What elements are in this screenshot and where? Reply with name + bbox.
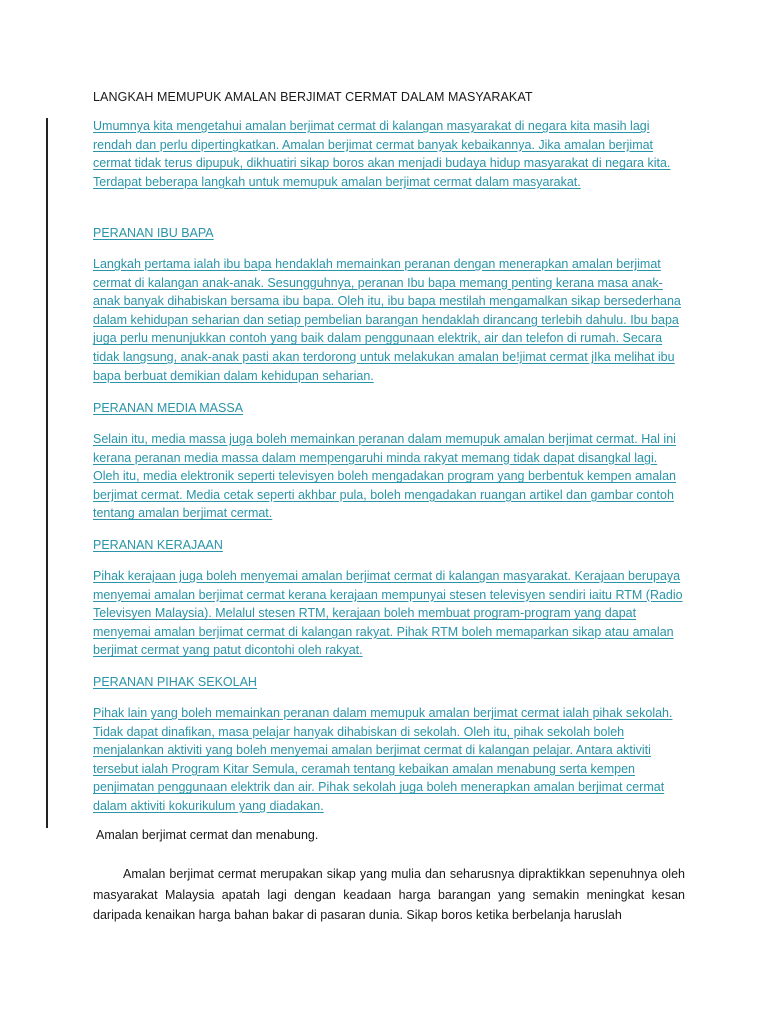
tracked-change-bar [46, 118, 48, 828]
body-paragraph: Amalan berjimat cermat merupakan sikap yang mulia dan seharusnya dipraktikkan sepenuhnya oleh masyarakat Malaysia apatah lagi dengan keadaan harga barangan yang semakin meningkat kesan daripada kenaikan harga bahan bakar di pasaran dunia. Sikap boros ketika berbelanja haruslah [93, 867, 685, 922]
section-heading-pihak-sekolah[interactable]: PERANAN PIHAK SEKOLAH [93, 675, 257, 689]
section-heading-media-massa[interactable]: PERANAN MEDIA MASSA [93, 401, 244, 415]
section-paragraph-media-massa[interactable]: Selain itu, media massa juga boleh memainkan peranan dalam memupuk amalan berjimat cermat. Hal ini kerana peranan media massa dalam mempengaruhi minda rakyat memang tidak dapat disangkal lagi. Oleh itu, media elektronik seperti televisyen boleh mengadakan program yang berbentuk kempen amalan berjimat cermat. Media cetak seperti akhbar pula, boleh mengadakan ruangan artikel dan gambar contoh tentang amalan berjimat cermat. [93, 432, 676, 521]
section-paragraph-ibu-bapa[interactable]: Langkah pertama ialah ibu bapa hendaklah memainkan peranan dengan menerapkan amalan berjimat cermat di kalangan anak-anak. Sesungguhnya, peranan Ibu bapa memang penting kerana masa anak-anak banyak dihabiskan bersama ibu bapa. Oleh itu, ibu bapa mestilah mengamalkan sikap bersederhana dalam kehidupan seharian dan setiap pembelian barangan hendaklah dirancang terlebih dahulu. Ibu bapa juga perlu menunjukkan contoh yang baik dalam penggunaan elektrik, air dan telefon di rumah. Secara tidak langsung, anak-anak pasti akan terdorong untuk melakukan amalan be!jimat cermat jIka melihat ibu bapa berbuat demikian dalam kehidupan seharian. [93, 257, 681, 383]
subheading: Amalan berjimat cermat dan menabung. [96, 828, 319, 842]
intro-paragraph[interactable]: Umumnya kita mengetahui amalan berjimat cermat di kalangan masyarakat di negara kita masih lagi rendah dan perlu dipertingkatkan. Amalan berjimat cermat banyak kebaikannya. Jika amalan berjimat cermat tidak terus dipupuk, dikhuatiri sikap boros akan menjadi budaya hidup masyarakat di negara kita. Terdapat beberapa langkah untuk memupuk amalan berjimat cermat dalam masyarakat. [93, 119, 671, 189]
section-heading-ibu-bapa[interactable]: PERANAN IBU BAPA [93, 226, 214, 240]
section-paragraph-kerajaan[interactable]: Pihak kerajaan juga boleh menyemai amalan berjimat cermat di kalangan masyarakat. Kerajaan berupaya menyemai amalan berjimat cermat kerana kerajaan mempunyai stesen televisyen sendiri iaitu RTM (Radio Televisyen Malaysia). Melalul stesen RTM, kerajaan boleh membuat program-program yang dapat menyemai amalan berjimat cermat di kalangan rakyat. Pihak RTM boleh memaparkan sikap atau amalan berjimat cermat yang patut dicontohi oleh rakyat. [93, 569, 683, 658]
section-paragraph-pihak-sekolah[interactable]: Pihak lain yang boleh memainkan peranan dalam memupuk amalan berjimat cermat ialah pihak sekolah. Tidak dapat dinafikan, masa pelajar hanyak dihabiskan di sekolah. Oleh itu, pihak sekolah boleh menjalankan aktiviti yang boleh menyemai amalan berjimat cermat di kalangan pelajar. Antara aktiviti tersebut ialah Program Kitar Semula, ceramah tentang kebaikan amalan menabung serta kempen penjimatan penggunaan elektrik dan air. Pihak sekolah juga boleh menerapkan amalan berjimat cermat dalam aktiviti kokurikulum yang diadakan. [93, 706, 673, 813]
section-heading-kerajaan[interactable]: PERANAN KERAJAAN [93, 538, 223, 552]
document-title: LANGKAH MEMUPUK AMALAN BERJIMAT CERMAT DALAM MASYARAKAT [93, 90, 533, 104]
